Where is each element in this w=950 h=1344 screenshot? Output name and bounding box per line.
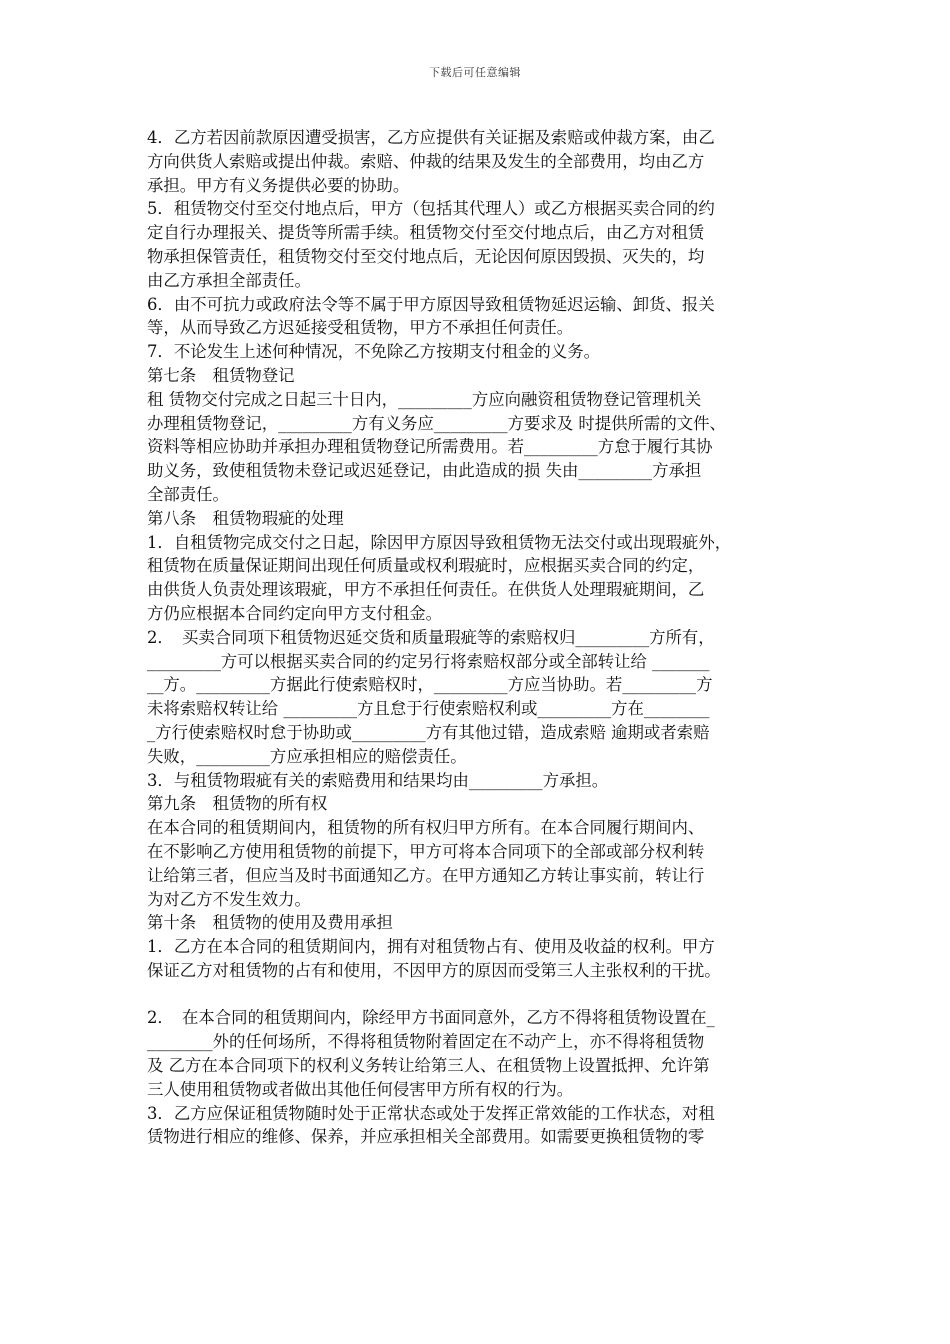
text-line: 租 赁物交付完成之日起三十日内，_________方应向融资租赁物登记管理机关 [147, 389, 702, 409]
text-line: 赁物进行相应的维修、保养，并应承担相关全部费用。如需要更换租赁物的零 [147, 1127, 705, 1147]
text-line: 3．乙方应保证租赁物随时处于正常状态或处于发挥正常效能的工作状态，对租 [147, 1103, 715, 1123]
text-line: _________方可以根据买卖合同的约定另行将索赔权部分或全部转让给 _______ [147, 651, 710, 671]
text-line: 2． 在本合同的租赁期间内，除经甲方书面同意外，乙方不得将租赁物设置在_ [147, 1008, 715, 1028]
text-line: 资料等相应协助并承担办理租赁物登记所需费用。若_________方怠于履行其协 [147, 437, 713, 457]
text-line: 在本合同的租赁期间内，租赁物的所有权归甲方所有。在本合同履行期间内、 [147, 818, 705, 838]
text-line: 1．乙方在本合同的租赁期间内，拥有对租赁物占有、使用及收益的权利。甲方 [147, 937, 715, 957]
contract-body [147, 126, 817, 1149]
text-line: 办理租赁物登记，_________方有义务应_________方要求及 时提供所需的文件、 [147, 413, 726, 433]
text-line: 1．自租赁物完成交付之日起，除因甲方原因导致租赁物无法交付或出现瑕疵外， [147, 532, 732, 552]
text-line: 7．不论发生上述何种情况，不免除乙方按期支付租金的义务。 [147, 342, 600, 362]
text-line: 第八条 租赁物瑕疵的处理 [147, 508, 344, 528]
text-line: 5．租赁物交付至交付地点后，甲方（包括其代理人）或乙方根据买卖合同的约 [147, 199, 715, 219]
text-line: 3．与租赁物瑕疵有关的索赔费用和结果均由_________方承担。 [147, 770, 609, 790]
text-line: 第七条 租赁物登记 [147, 365, 295, 385]
blank-line [147, 983, 817, 1007]
text-line: 方仍应根据本合同约定向甲方支付租金。 [147, 603, 443, 623]
text-line: 由供货人负责处理该瑕疵，甲方不承担任何责任。在供货人处理瑕疵期间，乙 [147, 580, 705, 600]
text-line: 租赁物在质量保证期间出现任何质量或权利瑕疵时，应根据买卖合同的约定， [147, 556, 705, 576]
text-line: __方。_________方据此行使索赔权时，_________方应当协助。若_________方 [147, 675, 713, 695]
text-line: 定自行办理报关、提货等所需手续。租赁物交付至交付地点后，由乙方对租赁 [147, 223, 705, 243]
page-header: 下载后可任意编辑 [429, 66, 521, 79]
text-line: 承担。甲方有义务提供必要的协助。 [147, 175, 410, 195]
text-line: 为对乙方不发生效力。 [147, 889, 311, 909]
text-line: 4．乙方若因前款原因遭受损害，乙方应提供有关证据及索赔或仲裁方案，由乙 [147, 128, 715, 147]
text-line: 及 乙方在本合同项下的权利义务转让给第三人、在租赁物上设置抵押、允许第 [147, 1056, 710, 1076]
text-line: 第十条 租赁物的使用及费用承担 [147, 913, 393, 933]
text-line: 在不影响乙方使用租赁物的前提下，甲方可将本合同项下的全部或部分权利转 [147, 841, 705, 861]
text-line: 助义务，致使租赁物未登记或迟延登记，由此造成的损 失由_________方承担 [147, 461, 702, 481]
text-line: 6．由不可抗力或政府法令等不属于甲方原因导致租赁物延迟运输、卸货、报关 [147, 294, 715, 314]
text-line: 全部责任。 [147, 484, 229, 504]
text-line: 未将索赔权转让给 _________方且怠于行使索赔权利或_________方在________ [147, 699, 710, 719]
text-line: 保证乙方对租赁物的占有和使用，不因甲方的原因而受第三人主张权利的干扰。 [147, 960, 721, 980]
text-line: 等，从而导致乙方迟延接受租赁物，甲方不承担任何责任。 [147, 318, 574, 338]
text-line: 让给第三者，但应当及时书面通知乙方。在甲方通知乙方转让事实前，转让行 [147, 865, 705, 885]
text-line: 2． 买卖合同项下租赁物迟延交货和质量瑕疵等的索赔权归_________方所有， [147, 627, 715, 647]
text-line: ________外的任何场所，不得将租赁物附着固定在不动产上，亦不得将租赁物 [147, 1032, 705, 1052]
text-line: 物承担保管责任，租赁物交付至交付地点后，无论因何原因毁损、灭失的，均 [147, 246, 705, 266]
text-line: _方行使索赔权时怠于协助或_________方有其他过错，造成索赔 逾期或者索赔 [147, 722, 710, 742]
text-line: 第九条 租赁物的所有权 [147, 794, 328, 814]
text-line: 三人使用租赁物或者做出其他任何侵害甲方所有权的行为。 [147, 1079, 574, 1099]
text-line: 失败，_________方应承担相应的赔偿责任。 [147, 746, 467, 766]
text-line: 方向供货人索赔或提出仲裁。索赔、仲裁的结果及发生的全部费用，均由乙方 [147, 151, 705, 171]
text-line: 由乙方承担全部责任。 [147, 270, 311, 290]
